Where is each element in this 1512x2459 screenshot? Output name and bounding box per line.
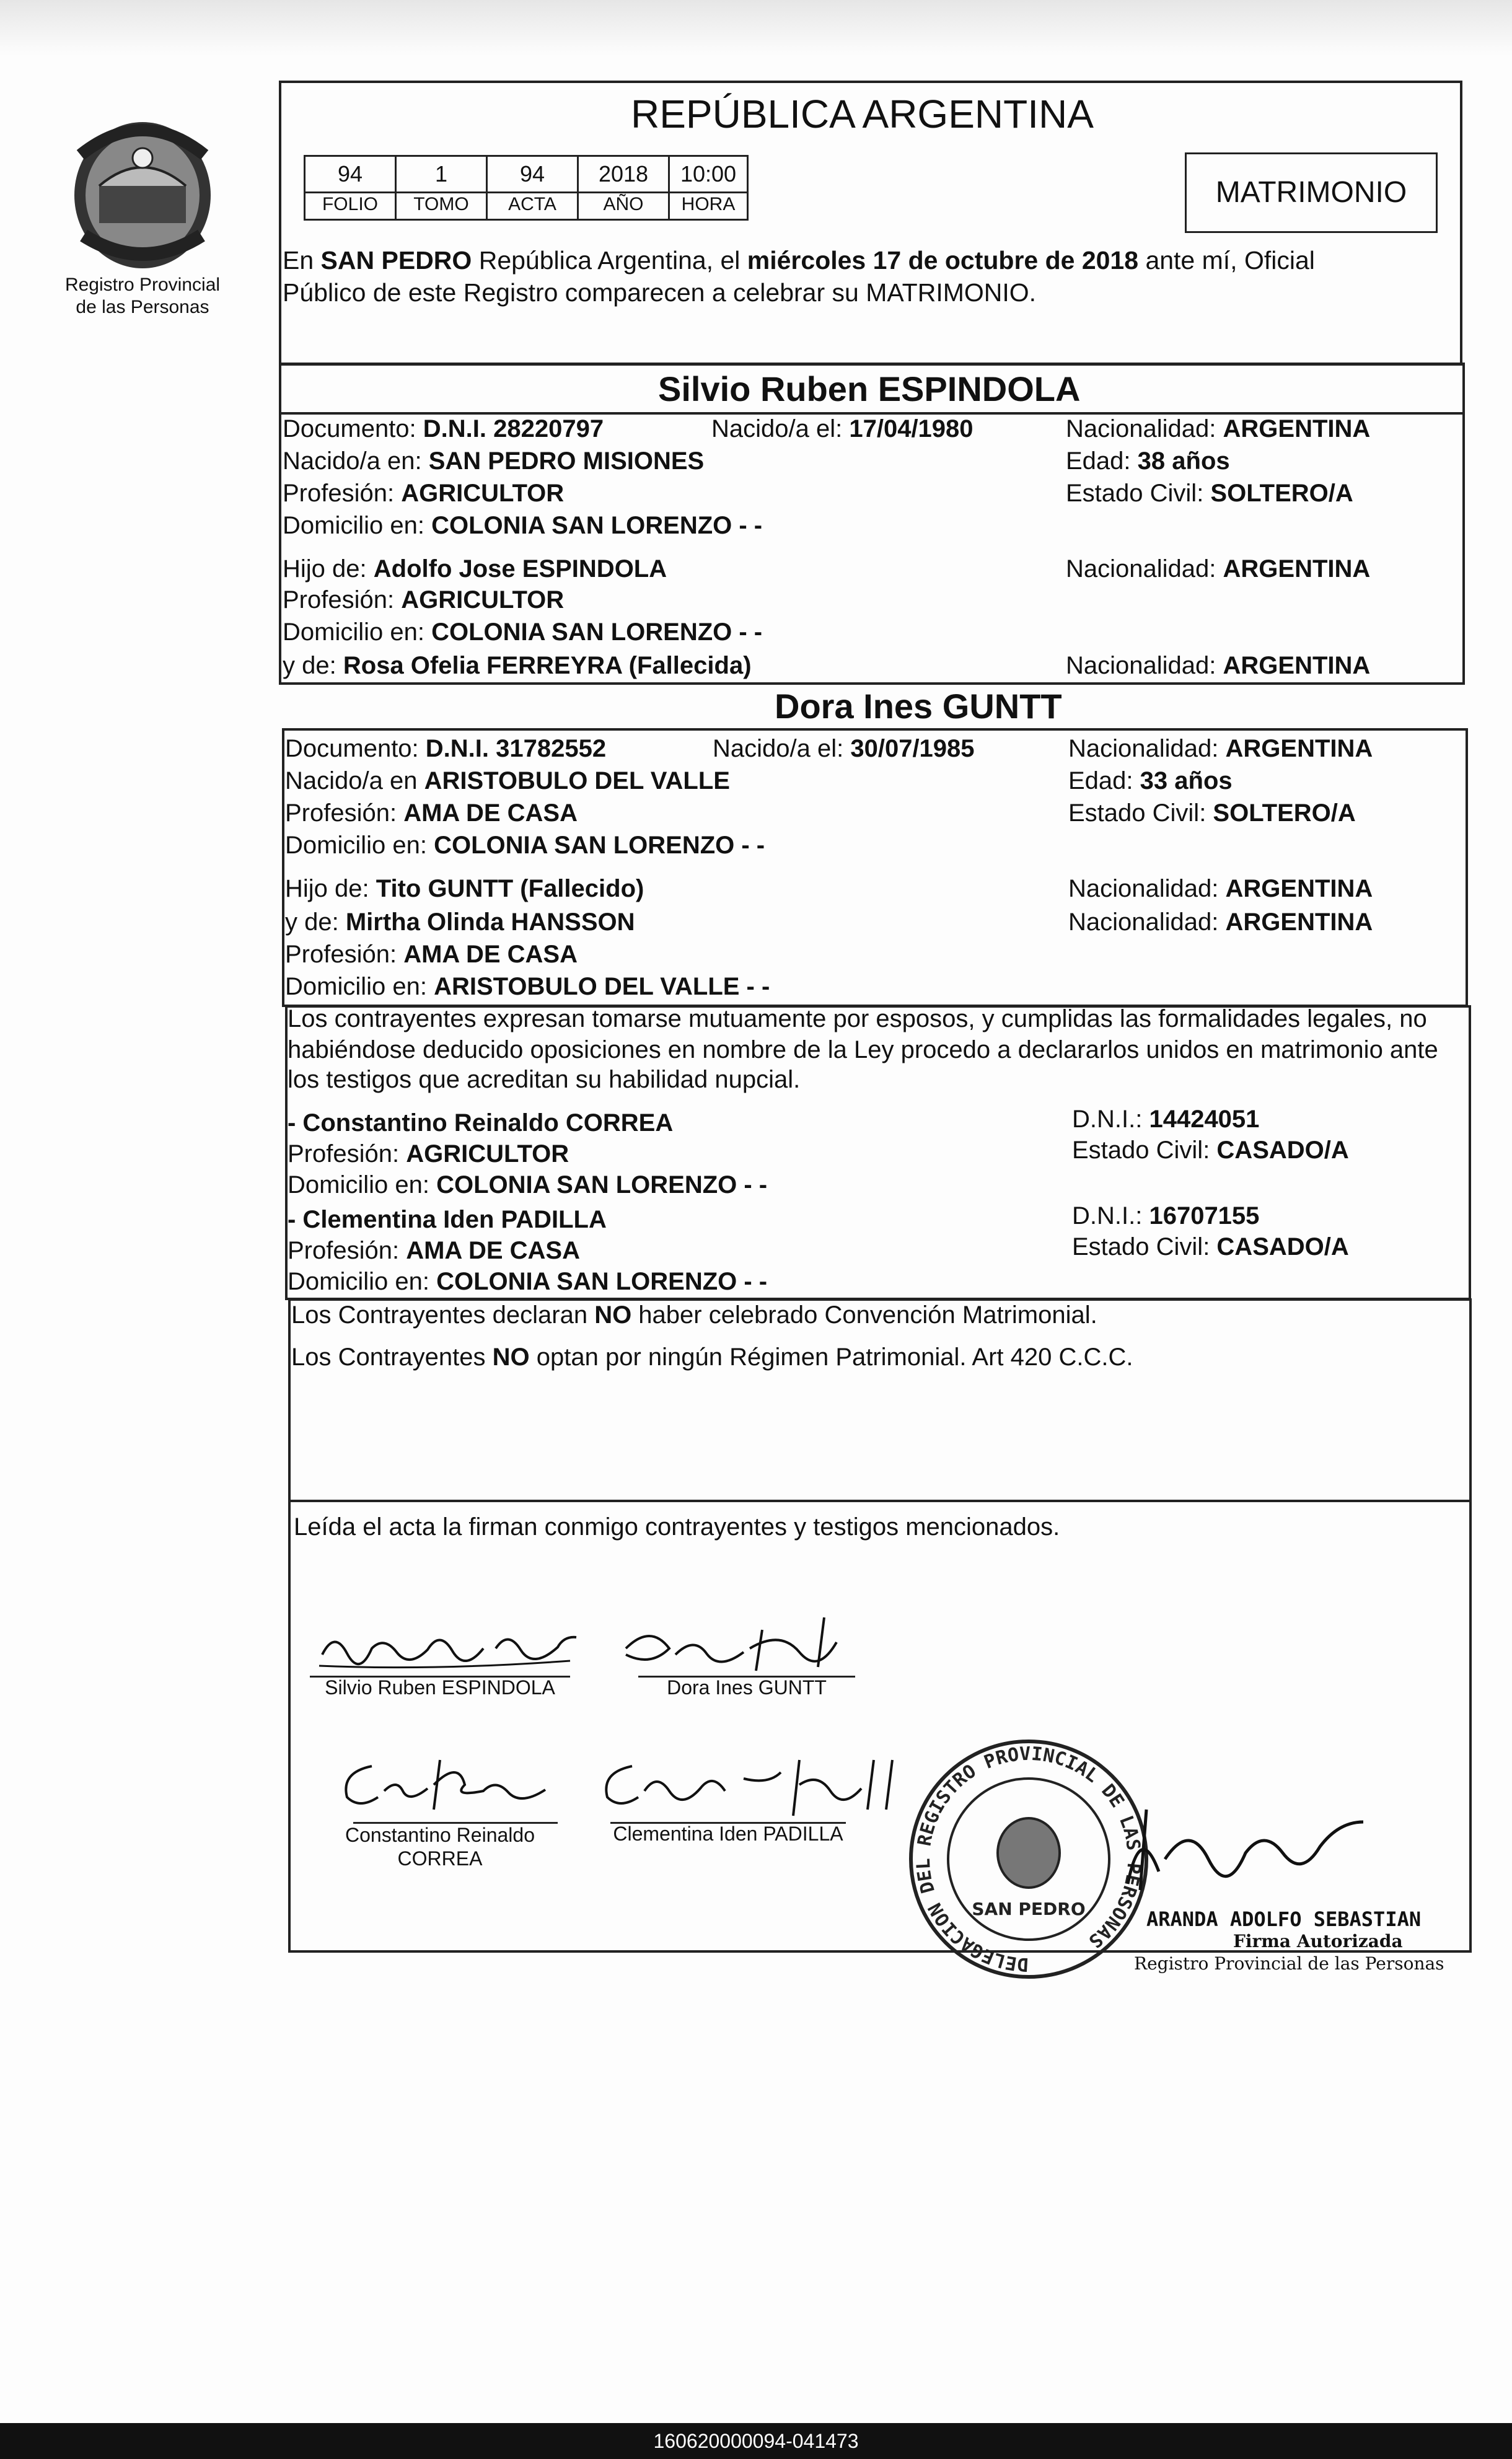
bride-mother-addr — [285, 972, 770, 1001]
groom-mother-nat-label: Nacionalidad: — [1066, 652, 1223, 679]
acta-label: ACTA — [488, 191, 577, 216]
bride-mother-prof — [285, 939, 578, 969]
bride-father-label: Hijo de: — [285, 875, 376, 902]
witness-2-signature-scribble — [595, 1748, 917, 1828]
groom-father-addr-label: Domicilio en: — [283, 618, 432, 646]
bride-mother-addr-value: ARISTOBULO DEL VALLE - - — [434, 973, 770, 1000]
official-name: ARANDA ADOLFO SEBASTIAN — [1146, 1907, 1422, 1931]
groom-father-prof-label: Profesión: — [283, 586, 402, 614]
intro-city: SAN PEDRO — [320, 246, 472, 275]
witness-2-dni-value: 16707155 — [1149, 1202, 1260, 1230]
bride-father-value: Tito GUNTT (Fallecido) — [376, 875, 644, 902]
bride-father — [285, 874, 644, 904]
bride-birthplace-label: Nacido/a en — [285, 767, 424, 794]
witness-1-civil-value: CASADO/A — [1216, 1137, 1349, 1164]
bride-age — [1068, 766, 1233, 796]
witness-1-dni — [1072, 1104, 1259, 1134]
bride-born-label: Nacido/a el: — [713, 735, 851, 762]
witness-1-signature-caption-b: CORREA — [397, 1847, 483, 1870]
bride-birthplace-value: ARISTOBULO DEL VALLE — [424, 767, 730, 794]
bride-father-nat-value: ARGENTINA — [1225, 875, 1373, 902]
declaration-line-1: Los contrayentes expresan tomarse mutuamente por esposos, y cumplidas las formalidades legales, no — [288, 1005, 1427, 1032]
regime-line-1 — [291, 1300, 1097, 1330]
witness-2-civil-label: Estado Civil: — [1072, 1233, 1217, 1260]
anio-value: 2018 — [598, 161, 649, 187]
groom-doc-value: D.N.I. 28220797 — [423, 415, 604, 442]
groom-father-addr-value: COLONIA SAN LORENZO - - — [431, 618, 763, 646]
witness-2-dni — [1072, 1201, 1259, 1231]
witness-2-prof — [288, 1236, 580, 1265]
groom-age-label: Edad: — [1066, 447, 1138, 475]
folio-value: 94 — [337, 161, 363, 187]
groom-doc — [283, 414, 604, 444]
groom-signature-caption: Silvio Ruben ESPINDOLA — [325, 1676, 555, 1699]
page-title: REPÚBLICA ARGENTINA — [631, 92, 1094, 136]
registry-logo — [62, 112, 223, 273]
official-role: Firma Autorizada — [1233, 1931, 1403, 1951]
witness-1-prof-value: AGRICULTOR — [406, 1140, 569, 1168]
witness-1-signature-caption-a: Constantino Reinaldo — [345, 1824, 535, 1846]
groom-civil — [1066, 478, 1353, 508]
bride-signature-scribble — [613, 1611, 861, 1686]
groom-civil-label: Estado Civil: — [1066, 480, 1211, 507]
bride-mother-nat-label: Nacionalidad: — [1068, 908, 1226, 936]
witness-2-signature-caption: Clementina Iden PADILLA — [613, 1823, 843, 1845]
groom-father-nat-label: Nacionalidad: — [1066, 555, 1223, 583]
witness-2-civil-value: CASADO/A — [1216, 1233, 1349, 1260]
groom-father-prof-value: AGRICULTOR — [401, 586, 565, 614]
groom-born-value: 17/04/1980 — [849, 415, 974, 442]
scan-shadow — [0, 0, 1512, 56]
anio-label: AÑO — [579, 191, 668, 216]
doc-type-box — [1185, 152, 1438, 233]
bride-addr-label: Domicilio en: — [285, 832, 434, 859]
groom-signature-scribble — [310, 1611, 582, 1679]
bride-age-label: Edad: — [1068, 767, 1140, 794]
bride-father-nat-label: Nacionalidad: — [1068, 875, 1226, 902]
witness-1-addr-value: COLONIA SAN LORENZO - - — [436, 1171, 768, 1199]
witness-2-addr — [288, 1267, 767, 1296]
bride-nat — [1068, 734, 1373, 763]
acta-value: 94 — [519, 161, 545, 187]
groom-prof-value: AGRICULTOR — [401, 480, 565, 507]
hora-cell — [668, 155, 749, 221]
bride-mother-addr-label: Domicilio en: — [285, 973, 434, 1000]
groom-mother-nat-value: ARGENTINA — [1223, 652, 1371, 679]
bride-nat-label: Nacionalidad: — [1068, 735, 1226, 762]
groom-father-label: Hijo de: — [283, 555, 374, 583]
witness-2-name — [288, 1205, 607, 1234]
bride-civil-label: Estado Civil: — [1068, 799, 1213, 827]
registry-label-2: de las Personas — [76, 297, 209, 317]
bride-prof-label: Profesión: — [285, 799, 404, 827]
tomo-label: TOMO — [397, 191, 486, 216]
regime-1-b: NO — [594, 1301, 632, 1329]
intro-line-2: Público de este Registro comparecen a celebrar su MATRIMONIO. — [283, 278, 1037, 307]
bride-nat-value: ARGENTINA — [1225, 735, 1373, 762]
bride-prof-value: AMA DE CASA — [403, 799, 578, 827]
groom-father-value: Adolfo Jose ESPINDOLA — [373, 555, 667, 583]
groom-birthplace — [283, 446, 704, 476]
groom-father-nat — [1066, 554, 1370, 584]
witness-1-civil — [1072, 1135, 1349, 1165]
groom-father-addr — [283, 617, 762, 647]
bride-mother-nat — [1068, 907, 1373, 937]
bride-name: Dora Ines GUNTT — [775, 687, 1062, 726]
folio-cell — [304, 155, 397, 221]
hora-label: HORA — [670, 191, 747, 216]
groom-addr-label: Domicilio en: — [283, 512, 432, 539]
bride-born — [713, 734, 975, 763]
bride-mother-nat-value: ARGENTINA — [1225, 908, 1373, 936]
bride-signature-caption: Dora Ines GUNTT — [667, 1676, 827, 1699]
groom-name: Silvio Ruben ESPINDOLA — [658, 369, 1081, 408]
bride-mother-prof-value: AMA DE CASA — [403, 941, 578, 968]
witness-2-addr-value: COLONIA SAN LORENZO - - — [436, 1268, 768, 1295]
official-org: Registro Provincial de las Personas — [1134, 1953, 1444, 1974]
tomo-value: 1 — [434, 161, 448, 187]
groom-father — [283, 554, 667, 584]
groom-doc-label: Documento: — [283, 415, 423, 442]
groom-prof-label: Profesión: — [283, 480, 402, 507]
witness-1-name-value: - Constantino Reinaldo CORREA — [288, 1109, 674, 1137]
intro-date: miércoles 17 de octubre de 2018 — [747, 246, 1139, 275]
bride-mother — [285, 907, 635, 937]
tomo-cell — [395, 155, 488, 221]
bride-civil — [1068, 798, 1356, 828]
acta-cell — [486, 155, 579, 221]
groom-age — [1066, 446, 1230, 476]
bride-doc-label: Documento: — [285, 735, 426, 762]
rule-under-regime — [288, 1500, 1472, 1502]
bride-addr-value: COLONIA SAN LORENZO - - — [434, 832, 765, 859]
rule-under-bride-name — [282, 728, 1468, 731]
groom-prof — [283, 478, 564, 508]
bride-mother-label: y de: — [285, 908, 346, 936]
witness-1-prof — [288, 1139, 569, 1169]
groom-father-prof — [283, 585, 564, 615]
intro-text-a: En — [283, 246, 321, 275]
witness-1-signature-scribble — [335, 1748, 570, 1822]
bride-father-nat — [1068, 874, 1373, 904]
groom-mother-nat — [1066, 651, 1370, 680]
anio-cell — [577, 155, 670, 221]
regime-1-c: haber celebrado Convención Matrimonial. — [631, 1301, 1097, 1329]
hora-value: 10:00 — [680, 161, 737, 187]
witness-2-addr-label: Domicilio en: — [288, 1268, 437, 1295]
groom-addr-value: COLONIA SAN LORENZO - - — [431, 512, 763, 539]
groom-nat-value: ARGENTINA — [1223, 415, 1371, 442]
declaration-line-3: los testigos que acreditan su habilidad nupcial. — [288, 1066, 801, 1093]
bride-birthplace — [285, 766, 730, 796]
bride-prof — [285, 798, 578, 828]
groom-birthplace-value: SAN PEDRO MISIONES — [428, 447, 705, 475]
groom-born-label: Nacido/a el: — [711, 415, 850, 442]
regime-2-a: Los Contrayentes — [291, 1344, 493, 1371]
witness-2-civil — [1072, 1232, 1349, 1262]
groom-mother — [283, 651, 752, 680]
groom-addr — [283, 511, 762, 540]
bride-doc — [285, 734, 606, 763]
bride-age-value: 33 años — [1140, 767, 1233, 794]
doc-type-label: MATRIMONIO — [1215, 176, 1407, 209]
bride-doc-value: D.N.I. 31782552 — [425, 735, 607, 762]
groom-civil-value: SOLTERO/A — [1210, 480, 1353, 507]
seal-ring-text: DELEGACION DEL REGISTRO PROVINCIAL DE LAS PERSONAS — [912, 1743, 1145, 1976]
witness-1-addr-label: Domicilio en: — [288, 1171, 437, 1199]
bride-mother-value: Mirtha Olinda HANSSON — [345, 908, 635, 936]
witness-2-prof-value: AMA DE CASA — [406, 1237, 580, 1264]
witness-2-name-value: - Clementina Iden PADILLA — [288, 1206, 607, 1233]
bride-born-value: 30/07/1985 — [850, 735, 975, 762]
witness-2-dni-label: D.N.I.: — [1072, 1202, 1149, 1230]
witness-1-dni-label: D.N.I.: — [1072, 1106, 1149, 1133]
bride-mother-prof-label: Profesión: — [285, 941, 404, 968]
groom-birthplace-label: Nacido/a en: — [283, 447, 429, 475]
intro-text-c: ante mí, Oficial — [1138, 246, 1315, 275]
bride-addr — [285, 830, 765, 860]
misiones-shield-icon — [62, 112, 223, 273]
footer-code: 160620000094-041473 — [653, 2430, 859, 2452]
groom-nat-label: Nacionalidad: — [1066, 415, 1223, 442]
official-signature-scribble — [1103, 1797, 1376, 1896]
witness-2-prof-label: Profesión: — [288, 1237, 407, 1264]
groom-father-nat-value: ARGENTINA — [1223, 555, 1371, 583]
regime-2-b: NO — [492, 1344, 530, 1371]
groom-mother-label: y de: — [283, 652, 343, 679]
witness-1-civil-label: Estado Civil: — [1072, 1137, 1217, 1164]
bride-civil-value: SOLTERO/A — [1213, 799, 1356, 827]
groom-age-value: 38 años — [1137, 447, 1230, 475]
folio-label: FOLIO — [305, 191, 395, 216]
witness-1-prof-label: Profesión: — [288, 1140, 407, 1168]
registry-label-1: Registro Provincial — [64, 275, 221, 295]
intro-line-1 — [283, 245, 1315, 275]
regime-2-c: optan por ningún Régimen Patrimonial. Art 420 C.C.C. — [529, 1344, 1133, 1371]
witness-1-addr — [288, 1170, 767, 1200]
witness-1-name — [288, 1108, 673, 1138]
declaration-line-2: habiéndose deducido oposiciones en nombre de la Ley procedo a declararlos unidos en matrimonio ante — [288, 1036, 1438, 1063]
groom-born — [711, 414, 974, 444]
seal-inner-text: SAN PEDRO — [972, 1899, 1086, 1919]
closing-text: Leída el acta la firman conmigo contrayentes y testigos mencionados. — [294, 1513, 1060, 1541]
witness-1-dni-value: 14424051 — [1149, 1106, 1260, 1133]
intro-text-b: República Argentina, el — [472, 246, 747, 275]
regime-line-2 — [291, 1342, 1133, 1372]
regime-1-a: Los Contrayentes declaran — [291, 1301, 595, 1329]
groom-nat — [1066, 414, 1370, 444]
groom-mother-value: Rosa Ofelia FERREYRA (Fallecida) — [343, 652, 752, 679]
